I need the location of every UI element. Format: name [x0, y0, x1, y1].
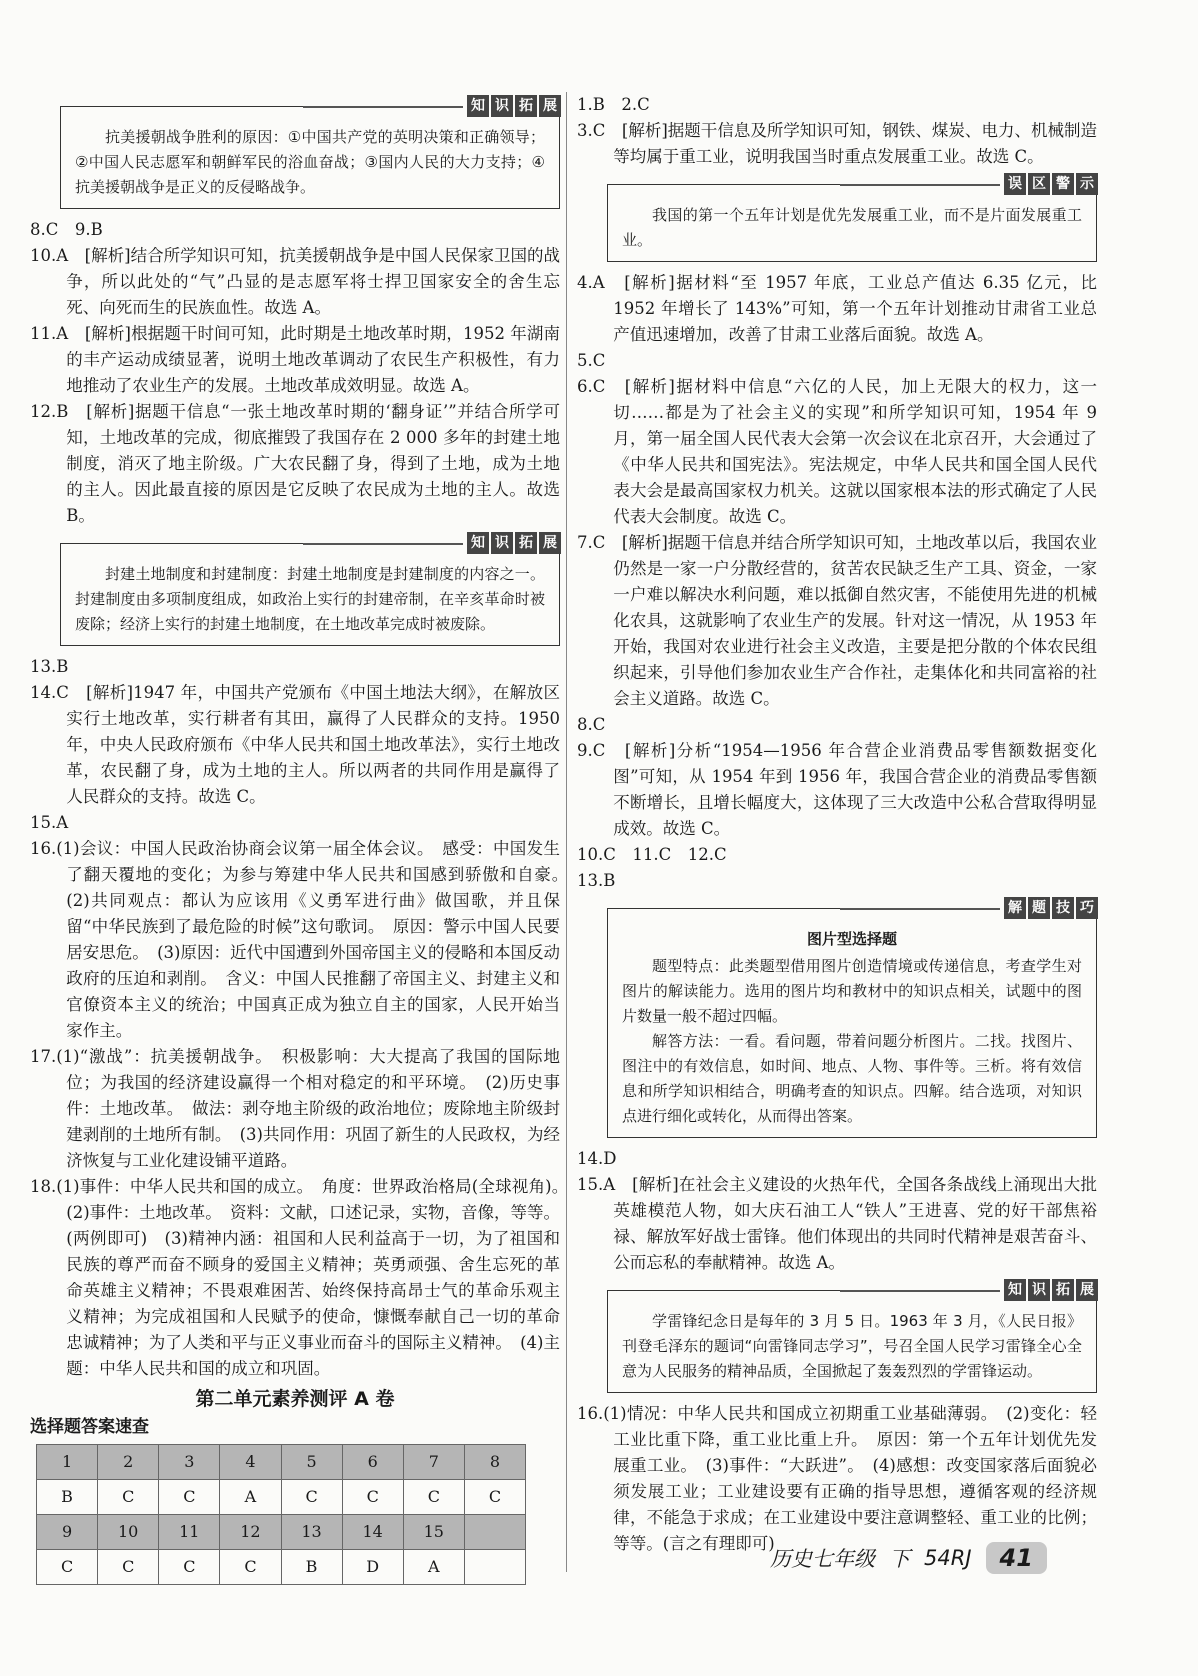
answer-8: 8.C: [577, 715, 606, 734]
box-text: 解答方法：一看。看问题，带着问题分析图片。二找。找图片、图注中的有效信息，如时间、地点、人物、事件等。三析。将有效信息和所学知识相结合，明确考查的知识点。四解。结合选项，对知识点进行细化或转化，从而得出答案。: [622, 1032, 1082, 1125]
unit-title: 第二单元素养测评 A 卷: [195, 1388, 395, 1410]
table-row: 9 10 11 12 13 14 15: [37, 1515, 526, 1550]
answer-5: 5.C: [577, 351, 606, 370]
table-row: 1 2 3 4 5 6 7 8: [37, 1445, 526, 1480]
answer-16: 16.(1)情况：中华人民共和国成立初期重工业基础薄弱。 (2)变化：轻工业比重下降，重工业比重上升。 原因：第一个五年计划优先发展重工业。 (3)事件：“大跃进”。 (4)感想：改变国家落后面貌必须发展工业；工业建设要有正确的指导思想，遵循客观的经济规律，不能急于求成；在工业建设中要注意调整轻、重工业的比例；等等。(言之有理即可): [577, 1404, 1097, 1553]
box-text: 学雷锋纪念日是每年的 3 月 5 日。1963 年 3 月，《人民日报》刊登毛泽东的题词“向雷锋同志学习”，号召全国人民学习雷锋全心全意为人民服务的精神品质，全国掀起了轰轰烈烈的学雷锋运动。: [622, 1312, 1082, 1380]
box-label-jietijiqiao: 解 题 技 巧: [1000, 897, 1102, 919]
answer-13: 13.B: [30, 657, 69, 676]
table-row: C C C C B D A: [37, 1550, 526, 1585]
answer-1-2: 1.B 2.C: [577, 95, 650, 114]
table-row: B C C A C C C C: [37, 1480, 526, 1515]
answer-15: 15.A: [30, 813, 69, 832]
box-text: 封建土地制度和封建制度：封建土地制度是封建制度的内容之一。封建制度由多项制度组成，如政治上实行的封建帝制，在辛亥革命时被废除；经济上实行的封建土地制度，在土地改革完成时被废除。: [75, 565, 545, 633]
answer-18: 18.(1)事件：中华人民共和国的成立。 角度：世界政治格局(全球视角)。 (2)事件：土地改革。 资料：文献，口述记录，实物，音像，等等。(两例即可) (3)精神内涵：祖国和人民利益高于一切，为了祖国和民族的尊严而奋不顾身的爱国主义精神；英勇顽强、舍生忘死的革命英雄主义精神；不畏艰难困苦、始终保持高昂士气的革命乐观主义精神；为完成祖国和人民赋予的使命，慷慨奉献自己一切的革命忠诚精神；为了人类和平与正义事业而奋斗的国际主义精神。 (4)主题：中华人民共和国的成立和巩固。: [30, 1177, 577, 1378]
answer-4: 4.A [解析]据材料“至 1957 年底，工业总产值达 6.35 亿元，比 1952 年增长了 143%”可知，第一个五年计划推动甘肃省工业总产值迅速增加，改善了甘肃工业落后面貌。故选 A。: [577, 273, 1097, 344]
box-label-wuqujingshi: 误 区 警 示: [1000, 173, 1102, 195]
answer-table: [36, 1444, 526, 1585]
column-divider: [566, 92, 567, 1572]
box-label-zhishituozhan: 知 识 拓 展: [463, 532, 565, 554]
answer-14: 14.C [解析]1947 年，中国共产党颁布《中国土地法大纲》，在解放区实行土地改革，实行耕者有其田，赢得了人民群众的支持。1950 年，中央人民政府颁布《中华人民共和国土地改革法》，实行土地改革，农民翻了身，成为土地的主人。所以两者的共同作用是赢得了人民群众的支持。故选 C。: [30, 683, 560, 806]
answer-8-9: 8.C 9.B: [30, 220, 103, 239]
box-label-zhishituozhan: 知 识 拓 展: [1000, 1279, 1102, 1301]
footer-code: 54RJ: [924, 1546, 972, 1570]
right-column: [577, 92, 1097, 1557]
box-title: 图片型选择题: [806, 930, 897, 948]
warning-box: [607, 176, 1097, 262]
answer-9: 9.C [解析]分析“1954—1956 年合营企业消费品零售额数据变化图”可知，从 1954 年到 1956 年，我国合营企业的消费品零售额不断增长，且增长幅度大，这体现了三大改造中公私合营取得明显成效。故选 C。: [577, 741, 1097, 838]
knowledge-box-3: [607, 1282, 1097, 1393]
quick-answer-title: 选择题答案速查: [30, 1417, 149, 1437]
answer-6: 6.C [解析]据材料中信息“六亿的人民，加上无限大的权力，这一切……都是为了社会主义的实现”和所学知识可知，1954 年 9 月，第一届全国人民代表大会第一次会议在北京召开，大会通过了《中华人民共和国宪法》。宪法规定，中华人民共和国全国人民代表大会是最高国家权力机关。这就以国家根本法的形式确定了人民代表大会制度。故选 C。: [577, 377, 1097, 526]
answer-14: 14.D: [577, 1149, 617, 1168]
box-label-zhishituozhan: 知 识 拓 展: [463, 95, 565, 117]
answer-16: 16.(1)会议：中国人民政治协商会议第一届全体会议。 感受：中国发生了翻天覆地的变化；为参与筹建中华人民共和国感到骄傲和自豪。 (2)共同观点：都认为应该用《义勇军进行曲》做国歌，并且保留“中华民族到了最危险的时候”这句歌词。 原因：警示中国人民要居安思危。 (3)原因：近代中国遭到外国帝国主义的侵略和本国反动政府的压迫和剥削。 含义：中国人民推翻了帝国主义、封建主义和官僚资本主义的统治；中国真正成为独立自主的国家，人民开始当家作主。: [30, 839, 577, 1040]
answer-17: 17.(1)“激战”：抗美援朝战争。 积极影响：大大提高了我国的国际地位；为我国的经济建设赢得一个相对稳定的和平环境。 (2)历史事件：土地改革。 做法：剥夺地主阶级的政治地位；废除地主阶级封建剥削的土地所有制。 (3)共同作用：巩固了新生的人民政权，为经济恢复与工业化建设铺平道路。: [30, 1047, 560, 1170]
answer-3: 3.C [解析]据题干信息及所学知识可知，钢铁、煤炭、电力、机械制造等均属于重工业，说明我国当时重点发展重工业。故选 C。: [577, 121, 1097, 166]
answer-10-12: 10.C 11.C 12.C: [577, 845, 727, 864]
box-text: 抗美援朝战争胜利的原因：①中国共产党的英明决策和正确领导；②中国人民志愿军和朝鲜军民的浴血奋战；③国内人民的大力支持；④抗美援朝战争是正义的反侵略战争。: [75, 128, 545, 196]
answer-11: 11.A [解析]根据题干时间可知，此时期是土地改革时期，1952 年湖南的丰产运动成绩显著，说明土地改革调动了农民生产积极性，有力地推动了农业生产的发展。土地改革成效明显。故选 A。: [30, 324, 560, 395]
tips-box: [607, 900, 1097, 1138]
page-footer: [770, 1542, 1047, 1574]
answer-7: 7.C [解析]据题干信息并结合所学知识可知，土地改革以后，我国农业仍然是一家一户分散经营的，贫苦农民缺乏生产工具、资金，一家一户难以解决水利问题，难以抵御自然灾害，不能使用先进的机械化农具，这就影响了农业生产的发展。针对这一情况，从 1953 年开始，我国对农业进行社会主义改造，主要是把分散的个体农民组织起来，引导他们参加农业生产合作社，走集体化和共同富裕的社会主义道路。故选 C。: [577, 533, 1097, 708]
answer-12: 12.B [解析]据题干信息“一张土地改革时期的‘翻身证’”并结合所学可知，土地改革的完成，彻底摧毁了我国存在 2 000 多年的封建土地制度，消灭了地主阶级。广大农民翻了身，得到了土地，成为土地的主人。因此最直接的原因是它反映了农民成为土地的主人。故选 B。: [30, 402, 560, 525]
left-column: [30, 92, 577, 1585]
answer-10: 10.A [解析]结合所学知识可知，抗美援朝战争是中国人民保家卫国的战争，所以此处的“气”凸显的是志愿军将士捍卫国家安全的舍生忘死、向死而生的民族血性。故选 A。: [30, 246, 560, 317]
footer-subject: 历史七年级: [770, 1547, 875, 1571]
box-text: 题型特点：此类题型借用图片创造情境或传递信息，考查学生对图片的解读能力。选用的图片均和教材中的知识点相关，试题中的图片数量一般不超过四幅。: [622, 957, 1082, 1025]
knowledge-box-1: [60, 98, 560, 209]
box-text: 我国的第一个五年计划是优先发展重工业，而不是片面发展重工业。: [622, 206, 1082, 249]
answer-15: 15.A [解析]在社会主义建设的火热年代，全国各条战线上涌现出大批英雄模范人物，如大庆石油工人“铁人”王进喜、党的好干部焦裕禄、解放军好战士雷锋。他们体现出的共同时代精神是艰苦奋斗、公而忘私的奉献精神。故选 A。: [577, 1175, 1097, 1272]
knowledge-box-2: [60, 535, 560, 646]
page-number: 41: [986, 1542, 1047, 1574]
footer-volume: 下: [889, 1547, 910, 1571]
answer-13: 13.B: [577, 871, 616, 890]
